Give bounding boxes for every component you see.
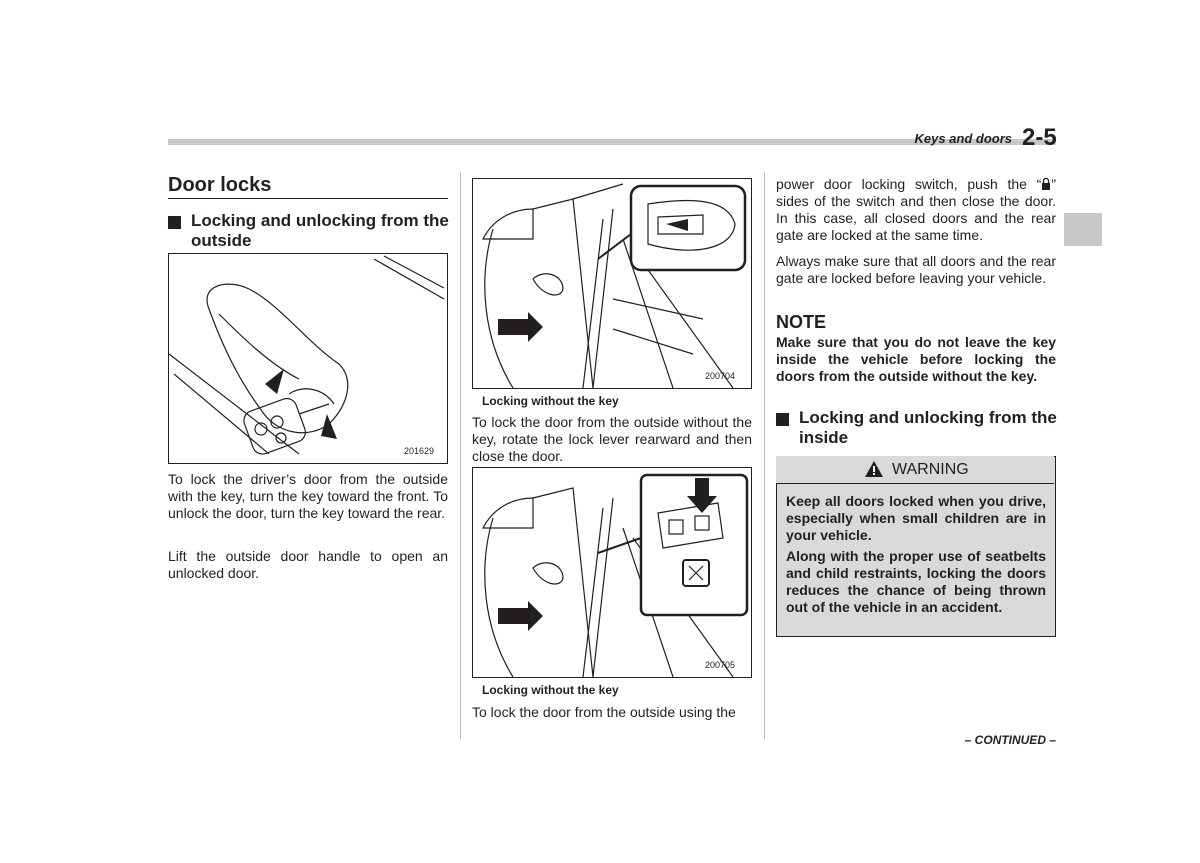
bullet-square-icon — [168, 216, 181, 229]
door-lock-lever-illustration — [473, 179, 751, 388]
figure-power-lock-switch — [472, 467, 752, 678]
paragraph: To lock the door from the outside using the — [472, 704, 736, 720]
paragraph-text: power door locking switch, push the “ — [776, 176, 1042, 192]
warning-title: WARNING — [892, 461, 969, 478]
note-text: Make sure that you do not leave the key inside the vehicle before locking the doors from the outside without the key. — [776, 334, 1056, 384]
bullet-square-icon — [776, 413, 789, 426]
paragraph: Lift the outside door handle to open an unlocked door. — [168, 548, 448, 581]
paragraph: To lock the door from the outside without the key, rotate the lock lever rearward and then close the door. — [472, 414, 752, 464]
paragraph-text: ” sides of the switch and then close the door. In this case, all closed doors and the rear gate are locked at the same time. — [776, 176, 1056, 243]
section-name: Keys and doors — [914, 131, 1012, 146]
power-door-lock-switch-illustration — [473, 468, 751, 677]
warning-text: Keep all doors locked when you drive, especially when small children are in your vehicle. — [786, 493, 1046, 543]
paragraph — [776, 176, 1056, 244]
lock-icon — [1041, 178, 1051, 190]
column-divider — [764, 172, 765, 739]
figure-number: 200704 — [705, 371, 736, 381]
section-title: Door locks — [168, 174, 272, 196]
note-heading: NOTE — [776, 312, 827, 332]
subheading-text: Locking and unlocking from the inside — [799, 408, 1057, 447]
figure-caption: Locking without the key — [482, 394, 619, 408]
subheading-inside — [776, 408, 1066, 450]
title-underline — [168, 198, 448, 199]
chapter-tab — [1064, 213, 1102, 246]
warning-header — [776, 456, 1054, 484]
door-handle-key-illustration — [169, 254, 447, 463]
continued-label: – CONTINUED – — [964, 733, 1056, 747]
figure-number: 201629 — [404, 446, 435, 456]
figure-number: 200705 — [705, 660, 736, 670]
paragraph: Always make sure that all doors and the rear gate are locked before leaving your vehicle. — [776, 253, 1056, 286]
figure-caption: Locking without the key — [482, 683, 619, 697]
subheading-outside — [168, 211, 458, 253]
warning-triangle-icon — [864, 460, 884, 478]
warning-text: Along with the proper use of seatbelts and child restraints, locking the doors reduces the chance of being thrown out of the vehicle in an accident. — [786, 548, 1046, 615]
page-number: 2-5 — [1022, 124, 1057, 151]
paragraph: To lock the driver’s door from the outside with the key, turn the key toward the front. To unlock the door, turn the key toward the rear. — [168, 471, 448, 521]
subheading-text: Locking and unlocking from the outside — [191, 211, 449, 250]
figure-key-in-door-handle — [168, 253, 448, 464]
figure-lock-lever — [472, 178, 752, 389]
column-divider — [460, 172, 461, 739]
